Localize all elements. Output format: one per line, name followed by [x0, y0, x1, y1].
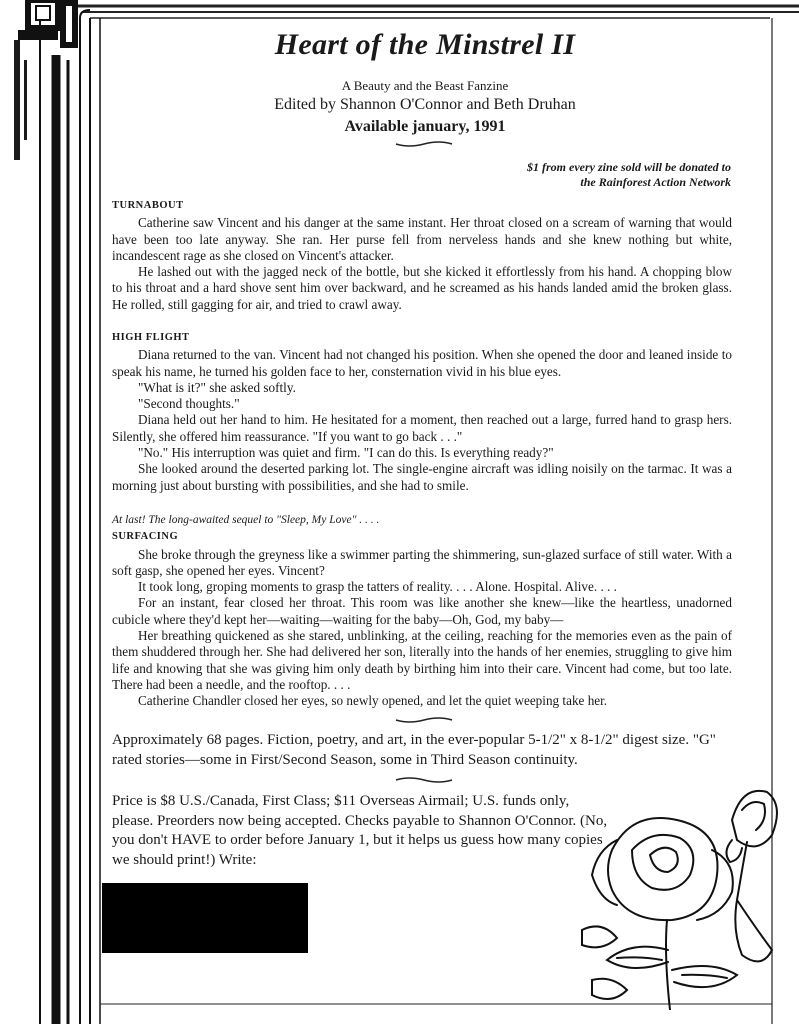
excerpt-paragraph: Catherine Chandler closed her eyes, so newly opened, and let the quiet weeping take her. — [138, 693, 608, 709]
excerpt-paragraph: Diana returned to the van. Vincent had not changed his position. When she opened the door and leaned inside to speak his name, he turned his golden face to her, consternation vivid in his blue eyes. — [112, 347, 732, 379]
section-heading: TURNABOUT — [112, 200, 184, 211]
excerpt-paragraph: Catherine saw Vincent and his danger at the same instant. Her throat closed on a scream of warning that would have been too late anyway. She ran. Her purse fell from nerveless hands and she knew nothing but white, incandescent rage as she closed on Vincent's attacker. — [112, 215, 732, 263]
excerpt-paragraph: He lashed out with the jagged neck of the bottle, but she kicked it effortlessly from his hand. A chopping blow to his throat and a hard shove sent him over backward, and he screamed as his hands landed amid the broken glass. He rolled, still gagging for air, and tried to crawl away. — [112, 264, 732, 312]
excerpt-paragraph: For an instant, fear closed her throat. This room was like another she knew—like the heartless, unadorned cubicle where they'd kept her—waiting—waiting for the baby—Oh, God, my baby— — [112, 595, 732, 627]
section-heading: SURFACING — [112, 531, 179, 543]
zine-title: Heart of the Minstrel II — [274, 28, 576, 61]
excerpt-paragraph: "No." His interruption was quiet and firm. "I can do this. Is everything ready?" — [138, 445, 554, 461]
ornament-divider — [394, 776, 454, 784]
excerpt-turnabout — [112, 198, 732, 313]
rose-illustration — [572, 780, 784, 1010]
excerpt-paragraph: "Second thoughts." — [138, 396, 240, 412]
excerpt-paragraph: Diana held out her hand to him. He hesitated for a moment, then reached out a large, furred hand to grasp hers. Silently, she offered him reassurance. "If you want to go back . . ." — [112, 412, 732, 444]
excerpt-paragraph: Her breathing quickened as she stared, unblinking, at the ceiling, reaching for the memories even as the pain of them shuddered through her. She had delivered her son, literally into the hands of her enemies, struggling to give him life and knowing that she was giving him only death by birthing him into their care. Vincent had come, but too late. There had been a needle, and the rooftop. . . . — [112, 628, 732, 692]
excerpt-paragraph: She looked around the deserted parking lot. The single-engine aircraft was idling noisily on the tarmac. It was a morning just about bursting with possibilities, and she had to smile. — [112, 461, 732, 493]
ornament-divider — [394, 140, 454, 148]
excerpt-paragraph: It took long, groping moments to grasp the tatters of reality. . . . Alone. Hospital. Alive. . . . — [138, 579, 617, 595]
donation-line-2: the Rainforest Action Network — [580, 175, 731, 189]
zine-editors: Edited by Shannon O'Connor and Beth Druhan — [274, 96, 576, 113]
section-heading: HIGH FLIGHT — [112, 332, 190, 343]
excerpt-surfacing — [112, 512, 732, 710]
sequel-intro: At last! The long-awaited sequel to "Sleep, My Love" . . . . — [112, 514, 380, 526]
excerpt-paragraph: "What is it?" she asked softly. — [138, 379, 296, 395]
zine-description: Approximately 68 pages. Fiction, poetry, and art, in the ever-popular 5-1/2" x 8-1/2" digest size. "G" rated stories—some in First/Second Season, some in Third Season continuity. — [112, 732, 716, 768]
excerpt-paragraph: She broke through the greyness like a swimmer parting the shimmering, sun-glazed surface of still water. With a soft gasp, she opened her eyes. Vincent? — [112, 546, 732, 578]
ornament-divider — [394, 716, 454, 724]
donation-note — [411, 160, 731, 190]
redacted-address — [102, 883, 308, 953]
excerpt-high-flight — [112, 330, 732, 494]
price-info: Price is $8 U.S./Canada, First Class; $11 Overseas Airmail; U.S. funds only, please. Preorders now being accepted. Checks payable to Shannon O'Connor. (No, you don't HAVE to order before January 1, but it helps us guess how many copies we should print!) Write: — [112, 793, 608, 868]
zine-availability: Available january, 1991 — [344, 118, 506, 135]
zine-subtitle: A Beauty and the Beast Fanzine — [341, 78, 509, 93]
donation-line-1: $1 from every zine sold will be donated to — [527, 160, 731, 174]
